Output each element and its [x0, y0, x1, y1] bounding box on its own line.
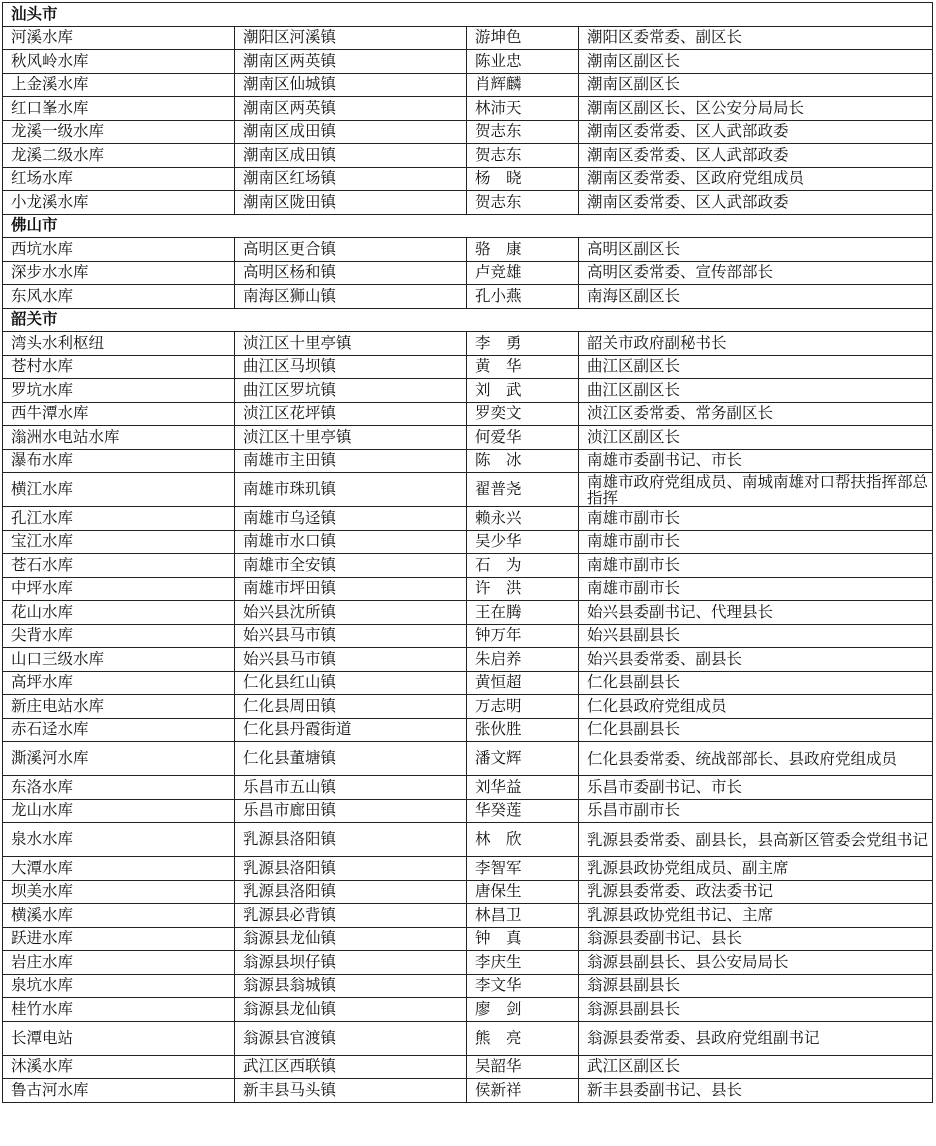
responsible-person-cell: 肖辉麟: [467, 73, 579, 97]
responsible-person-cell: 翟普尧: [467, 473, 579, 507]
reservoir-name-cell: 坝美水库: [3, 880, 235, 904]
reservoir-name-cell: 新庄电站水库: [3, 695, 235, 719]
location-cell: 始兴县马市镇: [235, 648, 467, 672]
position-cell: 翁源县副县长: [579, 974, 933, 998]
position-cell: 新丰县委副书记、县长: [579, 1079, 933, 1103]
responsible-person-cell: 吴少华: [467, 530, 579, 554]
location-cell: 潮阳区河溪镇: [235, 26, 467, 50]
location-cell: 武江区西联镇: [235, 1055, 467, 1079]
table-row: [3, 554, 933, 578]
position-cell: 南雄市副市长: [579, 577, 933, 601]
reservoir-name-cell: 罗坑水库: [3, 379, 235, 403]
reservoir-name-cell: 龙溪一级水库: [3, 120, 235, 144]
city-name: 韶关市: [3, 308, 933, 332]
reservoir-name-cell: 红口峯水库: [3, 97, 235, 121]
position-cell: 翁源县委副书记、县长: [579, 927, 933, 951]
reservoir-name-cell: 苍村水库: [3, 355, 235, 379]
responsible-person-cell: 杨 晓: [467, 167, 579, 191]
table-row: [3, 238, 933, 262]
position-cell: 南雄市副市长: [579, 507, 933, 531]
location-cell: 仁化县周田镇: [235, 695, 467, 719]
responsible-person-cell: 石 为: [467, 554, 579, 578]
table-row: [3, 73, 933, 97]
position-cell: 潮南区副区长、区公安分局局长: [579, 97, 933, 121]
table-row: [3, 823, 933, 857]
table-row: [3, 648, 933, 672]
responsible-person-cell: 罗奕文: [467, 402, 579, 426]
reservoir-name-cell: 东风水库: [3, 285, 235, 309]
reservoir-name-cell: 上金溪水库: [3, 73, 235, 97]
location-cell: 翁源县龙仙镇: [235, 927, 467, 951]
position-cell: 潮南区委常委、区人武部政委: [579, 191, 933, 215]
reservoir-name-cell: 小龙溪水库: [3, 191, 235, 215]
table-row: [3, 601, 933, 625]
table-row: [3, 776, 933, 800]
position-cell: 翁源县副县长: [579, 998, 933, 1022]
reservoir-name-cell: 花山水库: [3, 601, 235, 625]
responsible-person-cell: 熊 亮: [467, 1021, 579, 1055]
position-cell: 浈江区副区长: [579, 426, 933, 450]
location-cell: 乳源县洛阳镇: [235, 857, 467, 881]
reservoir-name-cell: 大潭水库: [3, 857, 235, 881]
table-row: [3, 974, 933, 998]
responsible-person-cell: 钟 真: [467, 927, 579, 951]
reservoir-name-cell: 孔江水库: [3, 507, 235, 531]
position-cell: 曲江区副区长: [579, 355, 933, 379]
position-cell: 始兴县委副书记、代理县长: [579, 601, 933, 625]
table-row: [3, 473, 933, 507]
city-header-row: [3, 308, 933, 332]
table-row: [3, 191, 933, 215]
responsible-person-cell: 李庆生: [467, 951, 579, 975]
location-cell: 潮南区两英镇: [235, 97, 467, 121]
position-cell: 潮南区委常委、区人武部政委: [579, 144, 933, 168]
location-cell: 南雄市珠玑镇: [235, 473, 467, 507]
location-cell: 南雄市乌迳镇: [235, 507, 467, 531]
location-cell: 南雄市水口镇: [235, 530, 467, 554]
responsible-person-cell: 黄恒超: [467, 671, 579, 695]
location-cell: 始兴县马市镇: [235, 624, 467, 648]
location-cell: 南雄市坪田镇: [235, 577, 467, 601]
location-cell: 浈江区十里亭镇: [235, 332, 467, 356]
position-cell: 曲江区副区长: [579, 379, 933, 403]
table-row: [3, 742, 933, 776]
responsible-person-cell: 林昌卫: [467, 904, 579, 928]
table-row: [3, 1079, 933, 1103]
table-row: [3, 332, 933, 356]
reservoir-name-cell: 尖背水库: [3, 624, 235, 648]
location-cell: 乳源县洛阳镇: [235, 880, 467, 904]
responsible-person-cell: 李智军: [467, 857, 579, 881]
reservoir-name-cell: 跃进水库: [3, 927, 235, 951]
location-cell: 南海区狮山镇: [235, 285, 467, 309]
responsible-person-cell: 卢竞雄: [467, 261, 579, 285]
reservoir-name-cell: 河溪水库: [3, 26, 235, 50]
position-cell: 高明区副区长: [579, 238, 933, 262]
location-cell: 南雄市全安镇: [235, 554, 467, 578]
reservoir-name-cell: 瀑布水库: [3, 449, 235, 473]
location-cell: 高明区杨和镇: [235, 261, 467, 285]
position-cell: 翁源县委常委、县政府党组副书记: [579, 1021, 933, 1055]
location-cell: 浈江区十里亭镇: [235, 426, 467, 450]
reservoir-name-cell: 龙山水库: [3, 799, 235, 823]
location-cell: 潮南区陇田镇: [235, 191, 467, 215]
location-cell: 南雄市主田镇: [235, 449, 467, 473]
position-cell: 潮阳区委常委、副区长: [579, 26, 933, 50]
location-cell: 翁源县翁城镇: [235, 974, 467, 998]
position-cell: 乳源县政协党组成员、副主席: [579, 857, 933, 881]
responsible-person-cell: 陈 冰: [467, 449, 579, 473]
table-row: [3, 379, 933, 403]
responsible-person-cell: 潘文辉: [467, 742, 579, 776]
position-cell: 南海区副区长: [579, 285, 933, 309]
location-cell: 乐昌市五山镇: [235, 776, 467, 800]
table-row: [3, 402, 933, 426]
responsible-person-cell: 朱启养: [467, 648, 579, 672]
position-cell: 乳源县委常委、政法委书记: [579, 880, 933, 904]
reservoir-responsibility-table-page: [2, 2, 933, 1103]
location-cell: 仁化县董塘镇: [235, 742, 467, 776]
reservoir-table: [2, 2, 933, 1103]
responsible-person-cell: 贺志东: [467, 191, 579, 215]
responsible-person-cell: 贺志东: [467, 120, 579, 144]
reservoir-name-cell: 宝江水库: [3, 530, 235, 554]
responsible-person-cell: 何爱华: [467, 426, 579, 450]
position-cell: 始兴县副县长: [579, 624, 933, 648]
position-cell: 潮南区副区长: [579, 73, 933, 97]
table-row: [3, 671, 933, 695]
location-cell: 仁化县丹霞街道: [235, 718, 467, 742]
responsible-person-cell: 廖 剑: [467, 998, 579, 1022]
responsible-person-cell: 张伙胜: [467, 718, 579, 742]
responsible-person-cell: 万志明: [467, 695, 579, 719]
responsible-person-cell: 贺志东: [467, 144, 579, 168]
responsible-person-cell: 华癸莲: [467, 799, 579, 823]
reservoir-name-cell: 红场水库: [3, 167, 235, 191]
position-cell: 潮南区委常委、区政府党组成员: [579, 167, 933, 191]
position-cell: 浈江区委常委、常务副区长: [579, 402, 933, 426]
location-cell: 潮南区两英镇: [235, 50, 467, 74]
location-cell: 乐昌市廊田镇: [235, 799, 467, 823]
reservoir-name-cell: 湾头水利枢纽: [3, 332, 235, 356]
reservoir-name-cell: 秋风岭水库: [3, 50, 235, 74]
table-row: [3, 1021, 933, 1055]
responsible-person-cell: 林 欣: [467, 823, 579, 857]
position-cell: 仁化县副县长: [579, 718, 933, 742]
location-cell: 潮南区成田镇: [235, 120, 467, 144]
city-name: 佛山市: [3, 214, 933, 238]
location-cell: 翁源县龙仙镇: [235, 998, 467, 1022]
position-cell: 翁源县副县长、县公安局局长: [579, 951, 933, 975]
responsible-person-cell: 刘华益: [467, 776, 579, 800]
table-row: [3, 718, 933, 742]
reservoir-name-cell: 横溪水库: [3, 904, 235, 928]
position-cell: 潮南区委常委、区人武部政委: [579, 120, 933, 144]
responsible-person-cell: 唐保生: [467, 880, 579, 904]
position-cell: 韶关市政府副秘书长: [579, 332, 933, 356]
location-cell: 潮南区红场镇: [235, 167, 467, 191]
position-cell: 南雄市委副书记、市长: [579, 449, 933, 473]
location-cell: 潮南区成田镇: [235, 144, 467, 168]
location-cell: 翁源县官渡镇: [235, 1021, 467, 1055]
table-row: [3, 26, 933, 50]
location-cell: 曲江区罗坑镇: [235, 379, 467, 403]
location-cell: 高明区更合镇: [235, 238, 467, 262]
reservoir-name-cell: 赤石迳水库: [3, 718, 235, 742]
position-cell: 武江区副区长: [579, 1055, 933, 1079]
table-row: [3, 695, 933, 719]
position-cell: 仁化县政府党组成员: [579, 695, 933, 719]
reservoir-name-cell: 沐溪水库: [3, 1055, 235, 1079]
location-cell: 新丰县马头镇: [235, 1079, 467, 1103]
city-name: 汕头市: [3, 3, 933, 27]
position-cell: 仁化县委常委、统战部部长、县政府党组成员: [579, 742, 933, 776]
position-cell: 高明区委常委、宣传部部长: [579, 261, 933, 285]
city-header-row: [3, 3, 933, 27]
reservoir-name-cell: 岩庄水库: [3, 951, 235, 975]
reservoir-name-cell: 西坑水库: [3, 238, 235, 262]
table-body: [3, 3, 933, 1103]
reservoir-name-cell: 泉水水库: [3, 823, 235, 857]
table-row: [3, 285, 933, 309]
table-row: [3, 799, 933, 823]
reservoir-name-cell: 西牛潭水库: [3, 402, 235, 426]
reservoir-name-cell: 深步水水库: [3, 261, 235, 285]
position-cell: 南雄市政府党组成员、南城南雄对口帮扶指挥部总指挥: [579, 473, 933, 507]
table-row: [3, 50, 933, 74]
table-row: [3, 261, 933, 285]
responsible-person-cell: 刘 武: [467, 379, 579, 403]
table-row: [3, 904, 933, 928]
responsible-person-cell: 骆 康: [467, 238, 579, 262]
reservoir-name-cell: 山口三级水库: [3, 648, 235, 672]
position-cell: 乐昌市委副书记、市长: [579, 776, 933, 800]
table-row: [3, 449, 933, 473]
responsible-person-cell: 李 勇: [467, 332, 579, 356]
table-row: [3, 1055, 933, 1079]
reservoir-name-cell: 东洛水库: [3, 776, 235, 800]
location-cell: 乳源县洛阳镇: [235, 823, 467, 857]
location-cell: 仁化县红山镇: [235, 671, 467, 695]
reservoir-name-cell: 苍石水库: [3, 554, 235, 578]
location-cell: 乳源县必背镇: [235, 904, 467, 928]
table-row: [3, 355, 933, 379]
table-row: [3, 880, 933, 904]
position-cell: 乳源县委常委、副县长，县高新区管委会党组书记: [579, 823, 933, 857]
position-cell: 南雄市副市长: [579, 554, 933, 578]
reservoir-name-cell: 龙溪二级水库: [3, 144, 235, 168]
city-header-row: [3, 214, 933, 238]
responsible-person-cell: 赖永兴: [467, 507, 579, 531]
reservoir-name-cell: 鲁古河水库: [3, 1079, 235, 1103]
table-row: [3, 167, 933, 191]
responsible-person-cell: 侯新祥: [467, 1079, 579, 1103]
responsible-person-cell: 黄 华: [467, 355, 579, 379]
table-row: [3, 624, 933, 648]
table-row: [3, 530, 933, 554]
table-row: [3, 857, 933, 881]
responsible-person-cell: 孔小燕: [467, 285, 579, 309]
responsible-person-cell: 钟万年: [467, 624, 579, 648]
responsible-person-cell: 游坤色: [467, 26, 579, 50]
reservoir-name-cell: 高坪水库: [3, 671, 235, 695]
reservoir-name-cell: 长潭电站: [3, 1021, 235, 1055]
table-row: [3, 951, 933, 975]
position-cell: 仁化县副县长: [579, 671, 933, 695]
table-row: [3, 507, 933, 531]
responsible-person-cell: 吴韶华: [467, 1055, 579, 1079]
reservoir-name-cell: 泉坑水库: [3, 974, 235, 998]
table-row: [3, 426, 933, 450]
position-cell: 乐昌市副市长: [579, 799, 933, 823]
reservoir-name-cell: 中坪水库: [3, 577, 235, 601]
position-cell: 始兴县委常委、副县长: [579, 648, 933, 672]
position-cell: 潮南区副区长: [579, 50, 933, 74]
table-row: [3, 97, 933, 121]
responsible-person-cell: 李文华: [467, 974, 579, 998]
location-cell: 始兴县沈所镇: [235, 601, 467, 625]
reservoir-name-cell: 桂竹水库: [3, 998, 235, 1022]
table-row: [3, 927, 933, 951]
reservoir-name-cell: 澌溪河水库: [3, 742, 235, 776]
reservoir-name-cell: 滃洲水电站水库: [3, 426, 235, 450]
table-row: [3, 998, 933, 1022]
location-cell: 曲江区马坝镇: [235, 355, 467, 379]
responsible-person-cell: 林沛天: [467, 97, 579, 121]
location-cell: 潮南区仙城镇: [235, 73, 467, 97]
table-row: [3, 577, 933, 601]
responsible-person-cell: 许 洪: [467, 577, 579, 601]
responsible-person-cell: 陈业忠: [467, 50, 579, 74]
position-cell: 乳源县政协党组书记、主席: [579, 904, 933, 928]
location-cell: 翁源县坝仔镇: [235, 951, 467, 975]
position-cell: 南雄市副市长: [579, 530, 933, 554]
table-row: [3, 144, 933, 168]
location-cell: 浈江区花坪镇: [235, 402, 467, 426]
table-row: [3, 120, 933, 144]
responsible-person-cell: 王在腾: [467, 601, 579, 625]
reservoir-name-cell: 横江水库: [3, 473, 235, 507]
